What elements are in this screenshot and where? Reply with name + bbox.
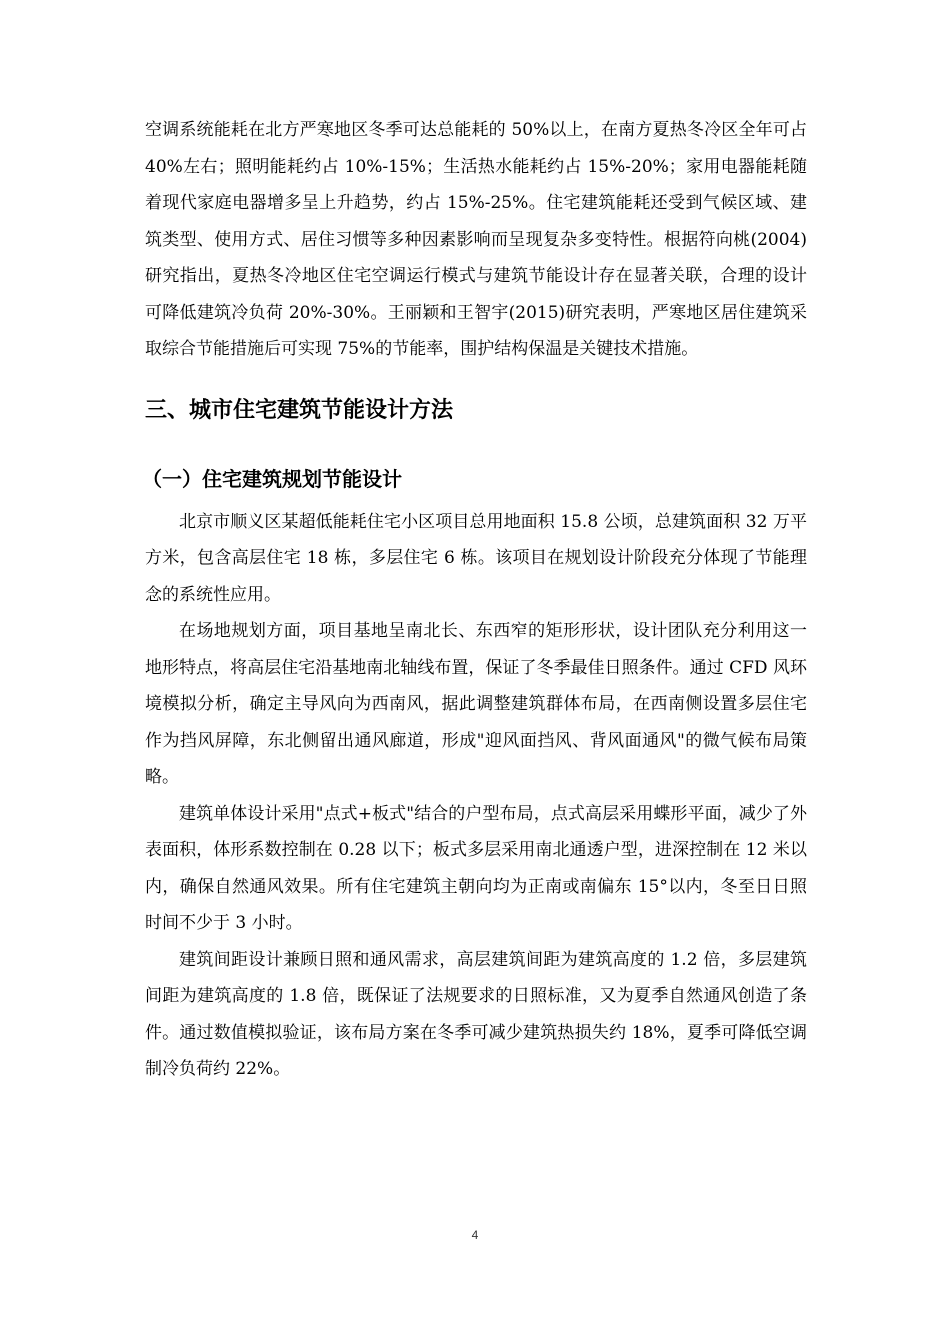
subsection-heading: （一）住宅建筑规划节能设计 xyxy=(142,466,402,491)
paragraph-project-overview: 北京市顺义区某超低能耗住宅小区项目总用地面积 15.8 公顷，总建筑面积 32 万平方米，包含高层住宅 18 栋，多层住宅 6 栋。该项目在规划设计阶段充分体现了节能理念的系统性应用。 xyxy=(145,511,807,605)
paragraph-energy-consumption: 空调系统能耗在北方严寒地区冬季可达总能耗的 50%以上，在南方夏热冬冷区全年可占 40%左右；照明能耗约占 10%-15%；生活热水能耗约占 15%-20%；家用电器能耗随着现代家庭电器增多呈上升趋势，约占 15%-25%。住宅建筑能耗还受到气候区域、建筑类型、使用方式、居住习惯等多种因素影响而呈现复杂多变特性。根据符向桃(2004)研究指出，夏热冬冷地区住宅空调运行模式与建筑节能设计存在显著关联，合理的设计可降低建筑冷负荷 20%-30%。王丽颖和王智宇(2015)研究表明，严寒地区居住建筑采取综合节能措施后可实现 75%的节能率，围护结构保温是关键技术措施。 xyxy=(145,120,807,359)
page-body xyxy=(142,112,807,1088)
paragraph-building-design: 建筑单体设计采用"点式+板式"结合的户型布局，点式高层采用蝶形平面，减少了外表面积，体形系数控制在 0.28 以下；板式多层采用南北通透户型，进深控制在 12 米以内，确保自然通风效果。所有住宅建筑主朝向均为正南或南偏东 15°以内，冬至日日照时间不少于 3 小时。 xyxy=(145,803,807,933)
paragraph-building-spacing: 建筑间距设计兼顾日照和通风需求，高层建筑间距为建筑高度的 1.2 倍，多层建筑间距为建筑高度的 1.8 倍，既保证了法规要求的日照标准，又为夏季自然通风创造了条件。通过数值模拟验证，该布局方案在冬季可减少建筑热损失约 18%，夏季可降低空调制冷负荷约 22%。 xyxy=(145,949,807,1079)
paragraph-site-planning: 在场地规划方面，项目基地呈南北长、东西窄的矩形形状，设计团队充分利用这一地形特点，将高层住宅沿基地南北轴线布置，保证了冬季最佳日照条件。通过 CFD 风环境模拟分析，确定主导风向为西南风，据此调整建筑群体布局，在西南侧设置多层住宅作为挡风屏障，东北侧留出通风廊道，形成"迎风面挡风、背风面通风"的微气候布局策略。 xyxy=(145,621,807,787)
page-number: 4 xyxy=(471,1228,479,1242)
section-heading: 三、城市住宅建筑节能设计方法 xyxy=(145,397,454,423)
